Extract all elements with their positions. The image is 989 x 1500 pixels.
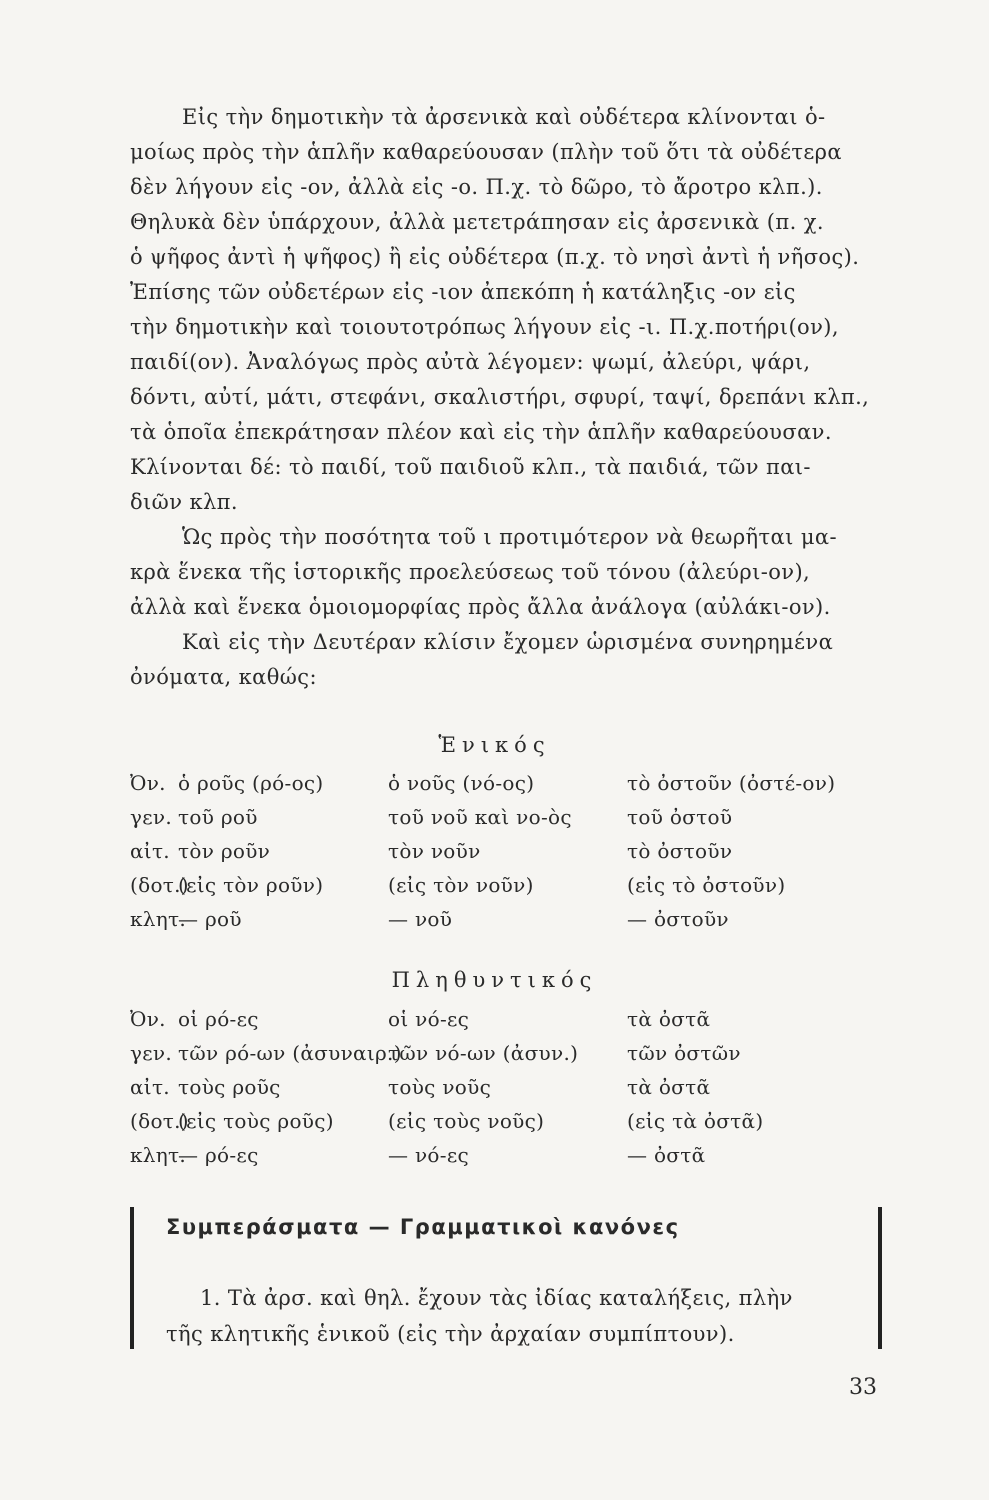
case-label: Ὀν. [130, 1007, 166, 1031]
text-line: Θηλυκὰ δὲν ὑπάρχουν, ἀλλὰ μετετράπησαν εἰς ἀρσενικὰ (π. χ. [130, 210, 824, 234]
table-cell: τὰ ὀστᾶ [627, 1075, 711, 1099]
case-label: γεν. [130, 1041, 173, 1065]
table-cell: τῶν ὀστῶν [627, 1041, 741, 1065]
table-cell: — νό-ες [388, 1143, 469, 1167]
table-cell: τὸ ὀστοῦν [627, 839, 733, 863]
table-row [130, 1002, 875, 1036]
text-line: δόντι, αὐτί, μάτι, στεφάνι, σκαλιστήρι, σφυρί, ταψί, δρεπάνι κλπ., [130, 385, 870, 409]
rules-heading: Συμπεράσματα — Γραμματικοὶ κανόνες [166, 1215, 680, 1239]
table-cell: (εἰς τὸν ροῦν) [178, 873, 324, 897]
case-label: αἰτ. [130, 839, 170, 863]
table-cell: ὁ ροῦς (ρό-ος) [178, 771, 324, 795]
text-line: μοίως πρὸς τὴν ἁπλῆν καθαρεύουσαν (πλὴν τοῦ ὅτι τὰ οὐδέτερα [130, 140, 842, 164]
text-line: τὴν δημοτικὴν καὶ τοιουτοτρόπως λήγουν εἰς -ι. Π.χ.ποτήρι(ον), [130, 315, 839, 339]
table-row [130, 766, 875, 800]
table-cell: (εἰς τὰ ὀστᾶ) [627, 1109, 764, 1133]
table-cell: τὰ ὀστᾶ [627, 1007, 711, 1031]
text-line: ὀνόματα, καθώς: [130, 665, 317, 689]
text-line: Εἰς τὴν δημοτικὴν τὰ ἀρσενικὰ καὶ οὐδέτερα κλίνονται ὁ- [182, 105, 826, 129]
table-cell: — ρό-ες [178, 1143, 259, 1167]
table-cell: (εἰς τὸν νοῦν) [388, 873, 534, 897]
rule-line: τῆς κλητικῆς ἑνικοῦ (εἰς τὴν ἀρχαίαν συμπίπτουν). [166, 1322, 735, 1346]
text-line: ἀλλὰ καὶ ἕνεκα ὁμοιομορφίας πρὸς ἄλλα ἀνάλογα (αὐλάκι-ον). [130, 595, 831, 619]
case-label: κλητ. [130, 907, 187, 931]
table-row [130, 1070, 875, 1104]
table-cell: τὸν ροῦν [178, 839, 271, 863]
plural-heading: Πληθυντικός [391, 968, 598, 992]
table-cell: οἱ νό-ες [388, 1007, 470, 1031]
text-line: τὰ ὁποῖα ἐπεκράτησαν πλέον καὶ εἰς τὴν ἁπλῆν καθαρεύουσαν. [130, 420, 832, 444]
case-label: (δοτ.) [130, 1109, 189, 1133]
case-label: κλητ. [130, 1143, 187, 1167]
table-row [130, 902, 875, 936]
table-row [130, 1036, 875, 1070]
body-paragraphs [130, 100, 875, 695]
plural-table [130, 1002, 875, 1172]
table-cell: — ὀστᾶ [627, 1143, 706, 1167]
table-cell: τὸν νοῦν [388, 839, 481, 863]
table-cell: (εἰς τοὺς νοῦς) [388, 1109, 545, 1133]
table-row [130, 868, 875, 902]
table-row [130, 1104, 875, 1138]
table-cell: τοῦ ροῦ [178, 805, 258, 829]
text-line: Ὡς πρὸς τὴν ποσότητα τοῦ ι προτιμότερον νὰ θεωρῆται μα- [182, 525, 837, 549]
table-row [130, 834, 875, 868]
case-label: γεν. [130, 805, 173, 829]
rules-box [130, 1207, 882, 1349]
text-line: ὁ ψῆφος ἀντὶ ἡ ψῆφος) ἢ εἰς οὐδέτερα (π.χ. τὸ νησὶ ἀντὶ ἡ νῆσος). [130, 245, 860, 269]
rule-line: 1. Τὰ ἀρσ. καὶ θηλ. ἔχουν τὰς ἰδίας καταλήξεις, πλὴν [200, 1286, 793, 1310]
table-cell: τὸ ὀστοῦν (ὀστέ-ον) [627, 771, 836, 795]
text-line: Ἐπίσης τῶν οὐδετέρων εἰς -ιον ἀπεκόπη ἡ κατάληξις -ον εἰς [130, 280, 796, 304]
table-row [130, 800, 875, 834]
table-row [130, 1138, 875, 1172]
text-line: διῶν κλπ. [130, 490, 238, 514]
text-line: Καὶ εἰς τὴν Δευτέραν κλίσιν ἔχομεν ὡρισμένα συνηρημένα [182, 630, 834, 654]
table-cell: ὁ νοῦς (νό-ος) [388, 771, 535, 795]
table-cell: — ροῦ [178, 907, 242, 931]
table-cell: — νοῦ [388, 907, 453, 931]
singular-heading: Ἑνικός [438, 733, 551, 757]
case-label: Ὀν. [130, 771, 166, 795]
table-cell: τοὺς νοῦς [388, 1075, 492, 1099]
rules-text [166, 1280, 856, 1352]
table-cell: τῶν νό-ων (ἀσυν.) [388, 1041, 579, 1065]
text-line: Κλίνονται δέ: τὸ παιδί, τοῦ παιδιοῦ κλπ., τὰ παιδιά, τῶν παι- [130, 455, 811, 479]
table-cell: — ὀστοῦν [627, 907, 729, 931]
text-line: κρὰ ἕνεκα τῆς ἱστορικῆς προελεύσεως τοῦ τόνου (ἀλεύρι-ον), [130, 560, 811, 584]
case-label: (δοτ.) [130, 873, 189, 897]
case-label: αἰτ. [130, 1075, 170, 1099]
table-cell: (εἰς τοὺς ροῦς) [178, 1109, 334, 1133]
page-number: 33 [849, 1375, 877, 1400]
table-cell: οἱ ρό-ες [178, 1007, 259, 1031]
singular-table [130, 766, 875, 936]
table-cell: τοῦ νοῦ καὶ νο-ὸς [388, 805, 572, 829]
table-cell: τοῦ ὀστοῦ [627, 805, 733, 829]
text-line: δὲν λήγουν εἰς -ον, ἀλλὰ εἰς -ο. Π.χ. τὸ δῶρο, τὸ ἄροτρο κλπ.). [130, 175, 823, 199]
table-cell: τῶν ρό-ων (ἀσυναιρ.) [178, 1041, 402, 1065]
table-cell: (εἰς τὸ ὀστοῦν) [627, 873, 786, 897]
text-line: παιδί(ον). Ἀναλόγως πρὸς αὐτὰ λέγομεν: ψωμί, ἀλεύρι, ψάρι, [130, 350, 811, 374]
table-cell: τοὺς ροῦς [178, 1075, 281, 1099]
